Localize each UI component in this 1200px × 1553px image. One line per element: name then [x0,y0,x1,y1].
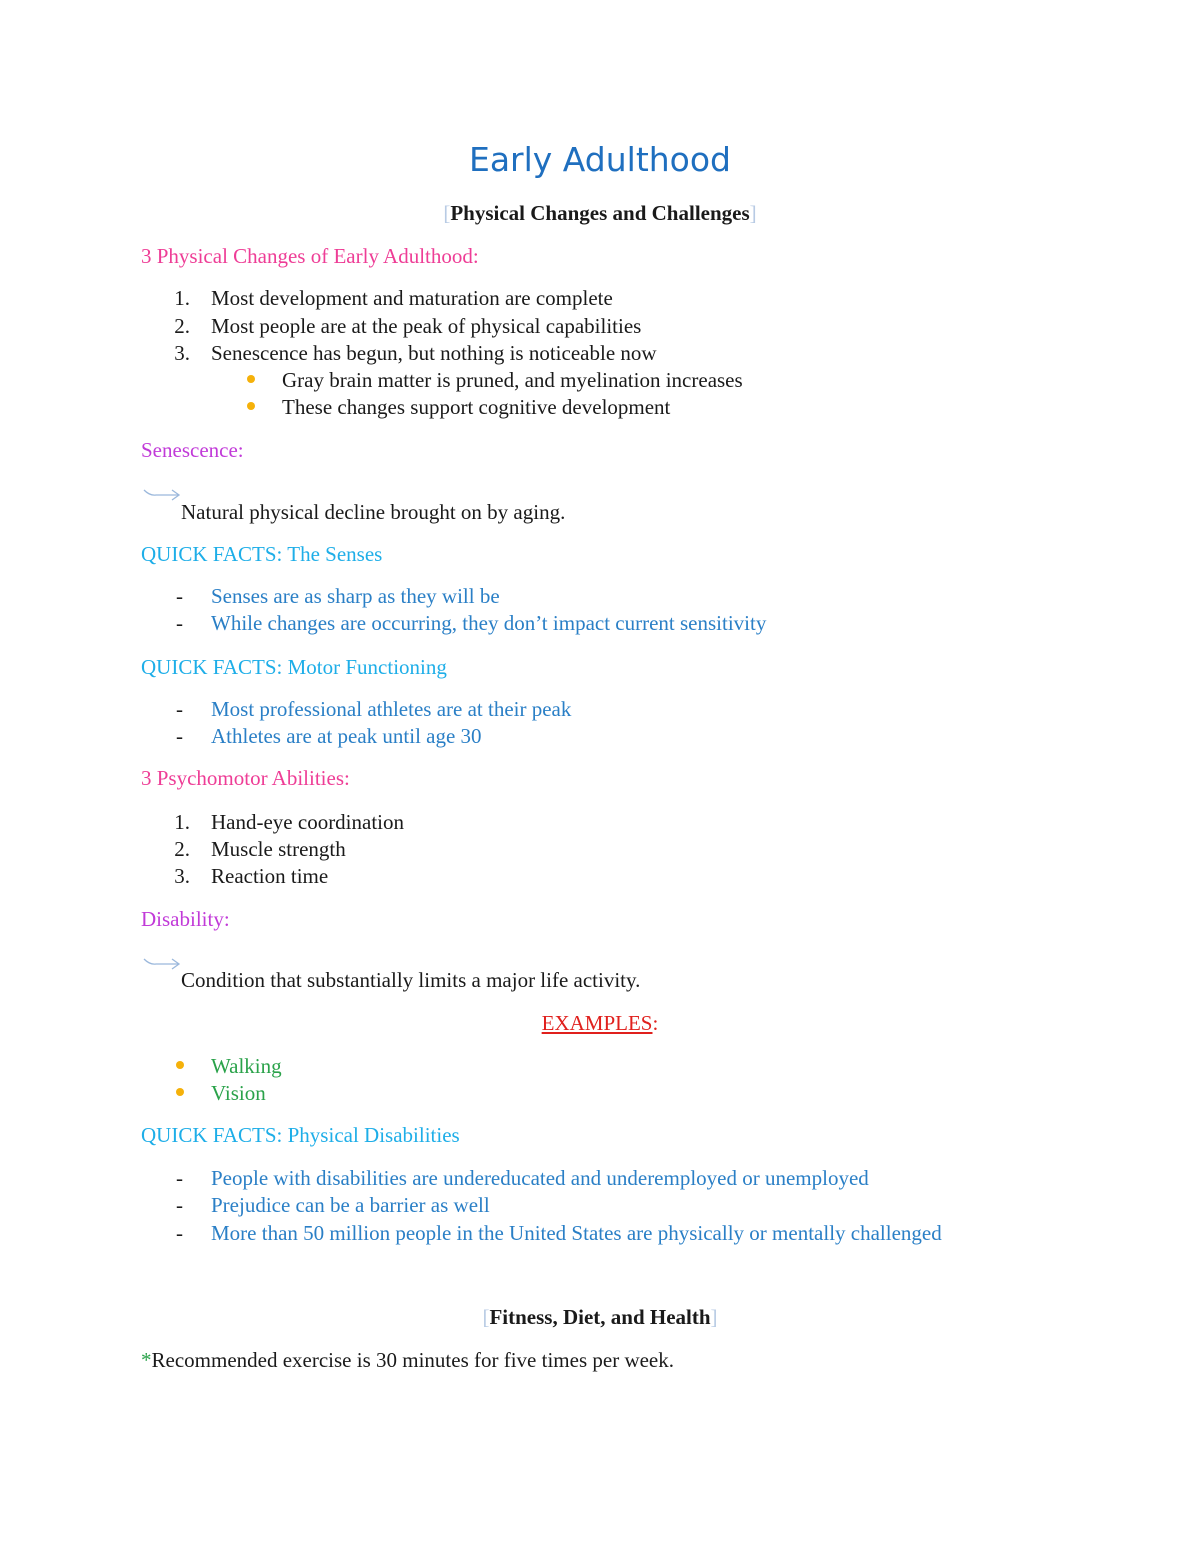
example-item: Vision [211,1081,266,1105]
motor-heading: QUICK FACTS: Motor Functioning [141,655,447,679]
bullet-icon [247,402,255,410]
section-heading-fitness [0,1304,1200,1330]
sub-bullet-item: These changes support cognitive development [282,395,671,419]
list-number: 3. [174,864,190,888]
list-item-text: Reaction time [211,864,329,888]
list-item-text: Most development and maturation are complete [211,286,613,310]
section-heading-text: Physical Changes and Challenges [450,201,750,225]
motor-item: Most professional athletes are at their peak [211,697,572,721]
list-number: 2. [174,837,190,861]
fitness-note-text: Recommended exercise is 30 minutes for five times per week. [151,1348,674,1372]
bullet-icon [176,1061,184,1069]
list-item-text: Hand-eye coordination [211,810,405,834]
list-number: 3. [174,341,190,365]
physical-disabilities-item: People with disabilities are undereducated and underemployed or unemployed [211,1166,869,1190]
disability-label: Disability: [141,907,230,931]
senescence-definition: Natural physical decline brought on by aging. [181,500,566,524]
examples-colon: : [652,1011,659,1035]
senses-item: While changes are occurring, they don’t impact current sensitivity [211,611,767,635]
bracket-open: [ [482,1305,490,1329]
senses-item: Senses are as sharp as they will be [211,584,500,608]
document-title: Early Adulthood [468,140,732,179]
dash-marker: - [176,1193,183,1217]
list-number: 2. [174,314,190,338]
dash-marker: - [176,611,183,635]
list-item-text: Senescence has begun, but nothing is noticeable now [211,341,657,365]
sub-bullet-item: Gray brain matter is pruned, and myelination increases [282,368,743,392]
physical-disabilities-item: Prejudice can be a barrier as well [211,1193,490,1217]
asterisk-marker: * [141,1348,152,1372]
arrow-icon [142,955,182,973]
dash-marker: - [176,1166,183,1190]
dash-marker: - [176,1221,183,1245]
list-number: 1. [174,286,190,310]
list-item-text: Most people are at the peak of physical capabilities [211,314,642,338]
examples-heading [0,1010,1200,1036]
physical-disabilities-heading: QUICK FACTS: Physical Disabilities [141,1123,460,1147]
bullet-icon [247,375,255,383]
senescence-label: Senescence: [141,438,244,462]
arrow-icon [142,486,182,504]
examples-label: EXAMPLES [541,1011,653,1035]
psychomotor-heading: 3 Psychomotor Abilities: [141,766,350,790]
dash-marker: - [176,697,183,721]
fitness-note [141,1347,674,1373]
section-heading-physical [0,200,1200,226]
section-heading-text: Fitness, Diet, and Health [489,1305,711,1329]
bullet-icon [176,1088,184,1096]
bracket-close: ] [710,1305,718,1329]
physical-disabilities-item: More than 50 million people in the United States are physically or mentally challenged [211,1221,942,1245]
list-item-text: Muscle strength [211,837,346,861]
motor-item: Athletes are at peak until age 30 [211,724,482,748]
dash-marker: - [176,584,183,608]
changes-heading: 3 Physical Changes of Early Adulthood: [141,244,479,268]
disability-definition: Condition that substantially limits a major life activity. [181,968,641,992]
list-number: 1. [174,810,190,834]
senses-heading: QUICK FACTS: The Senses [141,542,383,566]
bracket-close: ] [749,201,757,225]
bracket-open: [ [443,201,451,225]
dash-marker: - [176,724,183,748]
example-item: Walking [211,1054,282,1078]
